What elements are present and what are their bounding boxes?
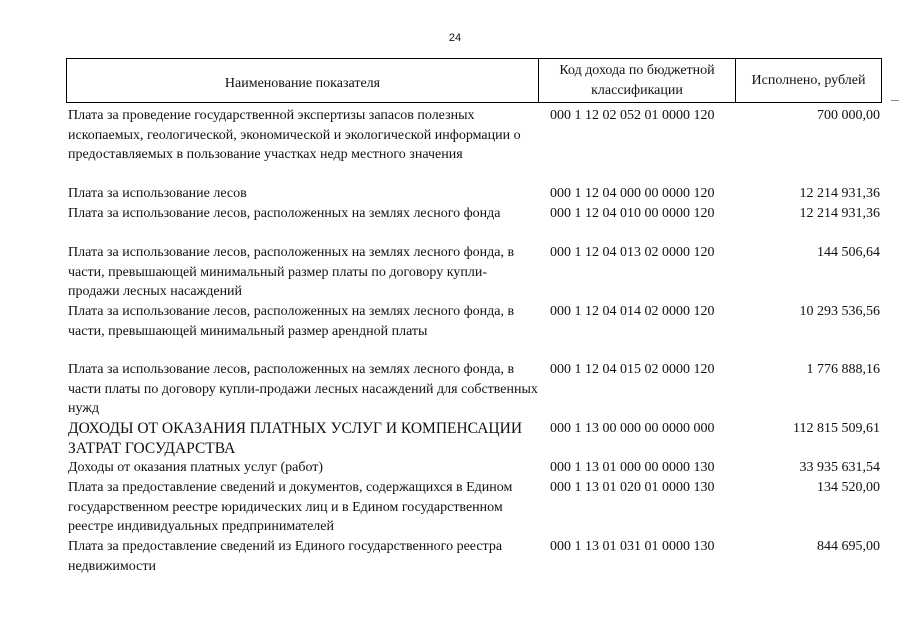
- row-name: Плата за использование лесов, расположенных на землях лесного фонда, в части, превышающей минимальный размер арендной платы: [68, 304, 515, 339]
- row-name: ДОХОДЫ ОТ ОКАЗАНИЯ ПЛАТНЫХ УСЛУГ И КОМПЕНСАЦИИ ЗАТРАТ ГОСУДАРСТВА: [68, 420, 523, 457]
- row-code: 000 1 12 04 014 02 0000 120: [550, 304, 715, 319]
- row-name: Плата за использование лесов: [68, 186, 247, 201]
- row-amount: 12 214 931,36: [799, 186, 880, 201]
- table-header: [66, 58, 882, 103]
- header-code: Код дохода по бюджетной классификации: [539, 59, 736, 102]
- row-name: Плата за предоставление сведений и документов, содержащихся в Едином государственном реестре юридических лиц и в Едином государственном реестре индивидуальных предпринимателей: [68, 480, 513, 534]
- page-number: 24: [448, 32, 462, 44]
- row-code: 000 1 13 01 020 01 0000 130: [550, 480, 715, 495]
- header-amount: Исполнено, рублей: [751, 72, 866, 88]
- row-name: Доходы от оказания платных услуг (работ): [68, 460, 324, 475]
- row-amount: 144 506,64: [817, 245, 880, 260]
- row-name: Плата за проведение государственной экспертизы запасов полезных ископаемых, геологической, экономической и экологической информации о предоставляемых в пользование участках недр местного значения: [68, 108, 521, 162]
- row-name: Плата за использование лесов, расположенных на землях лесного фонда: [68, 206, 501, 221]
- row-code: 000 1 12 04 000 00 0000 120: [550, 186, 715, 201]
- row-code: 000 1 12 04 010 00 0000 120: [550, 206, 715, 221]
- row-amount: 10 293 536,56: [799, 304, 880, 319]
- row-code: 000 1 13 01 000 00 0000 130: [550, 460, 715, 475]
- edge-mark: [891, 100, 899, 101]
- row-amount: 112 815 509,61: [793, 421, 880, 436]
- header-name: Наименование показателя: [67, 59, 539, 102]
- row-name: Плата за предоставление сведений из Единого государственного реестра недвижимости: [68, 539, 503, 574]
- row-code: 000 1 13 01 031 01 0000 130: [550, 539, 715, 554]
- row-code: 000 1 12 04 015 02 0000 120: [550, 362, 715, 377]
- row-amount: 844 695,00: [817, 539, 880, 554]
- row-amount: 700 000,00: [817, 108, 880, 123]
- row-code: 000 1 13 00 000 00 0000 000: [550, 421, 715, 436]
- row-name: Плата за использование лесов, расположенных на землях лесного фонда, в части платы по договору купли-продажи лесных насаждений для собственных нужд: [68, 362, 538, 416]
- row-code: 000 1 12 04 013 02 0000 120: [550, 245, 715, 260]
- row-code: 000 1 12 02 052 01 0000 120: [550, 108, 715, 123]
- row-amount: 134 520,00: [817, 480, 880, 495]
- row-name: Плата за использование лесов, расположенных на землях лесного фонда, в части, превышающей минимальный размер платы по договору купли-продажи лесных насаждений: [68, 245, 515, 299]
- row-amount: 1 776 888,16: [806, 362, 880, 377]
- row-amount: 12 214 931,36: [799, 206, 880, 221]
- row-amount: 33 935 631,54: [799, 460, 880, 475]
